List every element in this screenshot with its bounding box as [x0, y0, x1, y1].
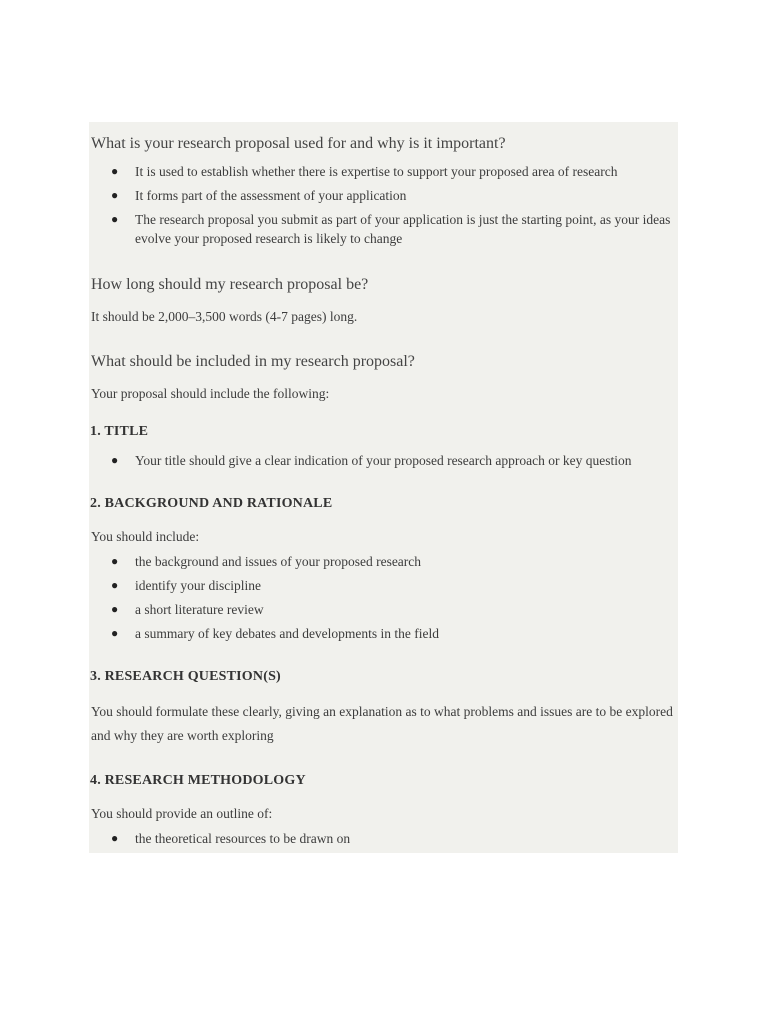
bullet-icon: ●	[111, 602, 119, 616]
paragraph: You should formulate these clearly, giving an explanation as to what problems and issues are to be explored and why they are worth exploring	[91, 704, 673, 743]
bullet-list	[89, 451, 678, 475]
section-length	[89, 261, 678, 338]
bullet-icon: ●	[111, 453, 119, 467]
list-item: ● It forms part of the assessment of your application	[111, 188, 407, 203]
section-background	[89, 481, 678, 654]
list-item: ● It is used to establish whether there is expertise to support your proposed area of research	[111, 164, 618, 179]
bullet-list	[89, 162, 678, 253]
list-item: ● The research proposal you submit as part of your application is just the starting point, as your ideas evolve your proposed research is likely to change	[111, 212, 671, 246]
list-item: ● Your title should give a clear indication of your proposed research approach or key question	[111, 453, 632, 468]
list-item: ● a short literature review	[111, 602, 264, 617]
paragraph: You should include:	[91, 529, 200, 544]
bullet-icon: ●	[111, 831, 119, 845]
bullet-icon: ●	[111, 188, 119, 202]
list-item: ● the background and issues of your proposed research	[111, 554, 422, 569]
bullet-icon: ●	[111, 554, 119, 568]
bullet-list	[89, 829, 678, 853]
section-heading: 3. RESEARCH QUESTION(S)	[90, 669, 281, 684]
section-research-questions	[89, 654, 678, 758]
document-page	[89, 122, 678, 853]
section-title	[89, 409, 678, 481]
section-heading: 2. BACKGROUND AND RATIONALE	[90, 496, 333, 511]
section-heading: 4. RESEARCH METHODOLOGY	[90, 773, 306, 788]
section-heading: What is your research proposal used for and why is it important?	[91, 135, 506, 152]
bullet-icon: ●	[111, 164, 119, 178]
bullet-icon: ●	[111, 578, 119, 592]
list-item: ● identify your discipline	[111, 578, 261, 593]
section-heading: How long should my research proposal be?	[91, 276, 369, 293]
paragraph: It should be 2,000–3,500 words (4-7 pages) long.	[91, 309, 358, 324]
section-methodology	[89, 758, 678, 853]
paragraph: Your proposal should include the following:	[91, 386, 330, 401]
section-heading: 1. TITLE	[90, 424, 149, 439]
list-item: ● a summary of key debates and developments in the field	[111, 626, 440, 641]
list-item: ● the theoretical resources to be drawn on	[111, 831, 351, 846]
paragraph: You should provide an outline of:	[91, 806, 273, 821]
section-heading: What should be included in my research proposal?	[91, 353, 415, 370]
section-purpose	[89, 122, 678, 261]
bullet-icon: ●	[111, 212, 119, 226]
bullet-list	[89, 552, 678, 648]
section-contents	[89, 338, 678, 409]
bullet-icon: ●	[111, 626, 119, 640]
